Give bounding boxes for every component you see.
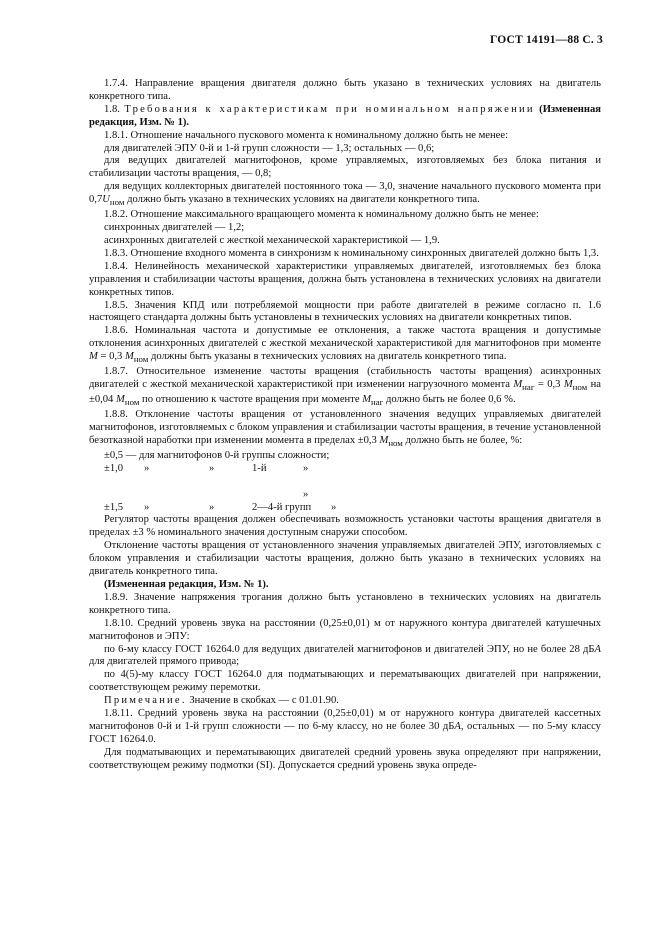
ditto-single: [303, 501, 337, 515]
document-body: [89, 78, 601, 773]
clause-1-8-1: 1.8.1. Отношение начального пускового момента к номинальному должно быть не менее:: [104, 129, 509, 141]
clause-1-8-4: 1.8.4. Нелинейность механической характеристики управляемых двигателей, изготовляемых без блока управления и стабилизации частоты вращения, должна быть установлена в технических условиях на двигатели конкретных типов.: [89, 260, 601, 298]
text-part: 1.8.8. Отклонение частоты вращения от установленного значения ведущих управляемых двигателей магнитофонов, изготовляемых с блоком управления и стабилизации частоты вращения, в течение установленной безотказной наработки при изменении момента в пределах ±0,3: [89, 409, 601, 446]
page-header: ГОСТ 14191—88 С. 3: [490, 34, 603, 46]
group-label: 1-й: [252, 462, 267, 474]
symbol-u: U: [102, 194, 110, 206]
symbol-m: M: [513, 379, 523, 391]
subscript-nag: наг: [371, 397, 384, 408]
ditto-mark: »: [331, 501, 337, 513]
group-label: 2—4-й групп: [252, 501, 312, 513]
symbol-m: M: [362, 394, 372, 406]
ditto-mark: »: [209, 462, 215, 474]
subscript-nom: ном: [572, 382, 588, 393]
clause-1-8-11: [89, 708, 601, 747]
section-title: Требования к характеристикам при номинальном напряжении: [124, 103, 535, 115]
ditto-mark: »: [303, 488, 309, 500]
clause-1-8-7: [89, 366, 601, 409]
note-label: Примечание.: [104, 695, 187, 707]
ditto-pair: [303, 463, 323, 502]
clause-1-8-1-item-1: для двигателей ЭПУ 0-й и 1-й групп сложности — 1,3; остальных — 0,6;: [104, 142, 435, 154]
section-number: 1.8.: [104, 103, 125, 115]
ditto-mark: »: [144, 501, 150, 513]
subscript-nom: ном: [133, 354, 149, 365]
note-text: Значение в скобках — с 01.01.90.: [186, 695, 339, 707]
section-1-8-heading: [89, 104, 601, 130]
tolerance-row-2: [89, 463, 601, 502]
text-part: 1.8.11. Средний уровень звука на расстоянии (0,25±0,01) м от наружного контура двигателей кассетных магнитофонов 0-й и 1-й групп сложности — по 6-му классу, но не более 30 дБ: [89, 708, 601, 732]
clause-1-8-3: 1.8.3. Отношение входного момента в синхронизм к номинальному синхронных двигателей должно быть 1,3.: [104, 247, 599, 259]
regulator-paragraph: Регулятор частоты вращения должен обеспечивать возможность установки частоты вращения двигателя в пределах ±3 % номинального значения доступным снаружи способом.: [89, 514, 601, 539]
ditto-mark: »: [209, 501, 215, 513]
clause-1-7-4: 1.7.4. Направление вращения двигателя должно быть указано в технических условиях на двигатель конкретного типа.: [89, 78, 601, 102]
clause-1-8-11-continuation: Для подматывающих и перематывающих двигателей средний уровень звука определяют при напряжении, соответствующем режиму подмотки (SI). Допускается средний уровень звука опреде-: [89, 746, 601, 771]
amendment-note: (Измененная редакция, Изм. № 1).: [104, 578, 269, 590]
clause-1-8-10: 1.8.10. Средний уровень звука на расстоянии (0,25±0,01) м от наружного контура двигателей катушечных магнитофонов и ЭПУ:: [89, 617, 601, 642]
clause-1-8-6: [89, 325, 601, 366]
text-part: по отношению к частоте вращения при моменте: [139, 394, 363, 406]
clause-1-8-1-item-2: для ведущих двигателей магнитофонов, кроме управляемых, изготовляемых без блока питания и стабилизации частоты вращения, — 0,8;: [89, 155, 601, 180]
subscript-nom: ном: [124, 397, 140, 408]
symbol-m: M: [89, 351, 98, 363]
subscript-nom: ном: [388, 438, 403, 449]
symbol-m: M: [116, 394, 125, 406]
clause-1-8-8: [89, 409, 601, 450]
text-part: = 0,3: [534, 379, 564, 391]
tolerance-row-1: ±0,5 — для магнитофонов 0-й группы сложности;: [104, 449, 330, 461]
text-part: 1.8.7. Относительное изменение частоты вращения (стабильность частоты вращения) асинхронных двигателей с жесткой механической характеристикой при изменении нагрузочного момента: [89, 366, 601, 391]
ditto-mark: »: [303, 462, 309, 474]
clause-1-8-5: 1.8.5. Значения КПД или потребляемой мощности при работе двигателей в режиме согласно п. 1.6 настоящего стандарта должны быть установлены в технических условиях на двигатели конкретных типов.: [89, 299, 601, 324]
text-part: должны быть указаны в технических условиях на двигатель конкретного типа.: [148, 351, 507, 363]
amendment-note: (Измененная редакция, Изм. № 1).: [89, 103, 602, 128]
symbol-m: M: [379, 434, 389, 446]
subscript-nag: наг: [522, 382, 535, 393]
tolerance-value: ±1,0: [104, 462, 124, 474]
text-part: должно быть не более, %:: [402, 434, 523, 446]
clause-1-8-10-item-1: [89, 644, 601, 670]
text-part: для ведущих коллекторных двигателей постоянного тока — 3,0, значение начального пускового момента при 0,7: [89, 181, 601, 206]
clause-1-8-1-item-3: [89, 181, 601, 209]
unit-a: А: [454, 720, 461, 732]
text-part: должно быть указано в технических условиях на двигатели конкретного типа.: [124, 194, 480, 206]
clause-1-8-9: 1.8.9. Значение напряжения трогания должно быть установлено в технических условиях на двигатель конкретного типа.: [89, 591, 601, 616]
unit-a: А: [594, 643, 601, 655]
text-part: на ±0,04: [89, 379, 601, 406]
text-part: , остальных — по 5-му классу ГОСТ 16264.0.: [89, 720, 601, 745]
text-part: для двигателей прямого привода;: [89, 656, 240, 668]
text-part: должно быть не более 0,6 %.: [383, 394, 516, 406]
epu-deviation-paragraph: Отклонение частоты вращения от установленного значения управляемых двигателей ЭПУ, изготовляемых с блоком управления и стабилизации частоты вращения, должно быть указано в технических условиях на двигатель конкретного типа.: [89, 540, 601, 578]
clause-1-8-2-item-2: асинхронных двигателей с жесткой механической характеристикой — 1,9.: [104, 234, 440, 246]
text-part: = 0,3: [97, 351, 125, 363]
symbol-m: M: [125, 351, 134, 363]
clause-1-8-10-item-2: по 4(5)-му классу ГОСТ 16264.0 для подматывающих и перематывающих двигателей при напряжении, соответствующем режиму перемотки.: [89, 669, 601, 694]
symbol-m: M: [563, 379, 573, 391]
tolerance-value: ±1,5: [104, 501, 124, 513]
tolerance-row-3: [89, 502, 601, 515]
clause-1-8-2: 1.8.2. Отношение максимального вращающего момента к номинальному должно быть не менее:: [104, 209, 539, 221]
text-part: по 6-му классу ГОСТ 16264.0 для ведущих двигателей магнитофонов и двигателей ЭПУ, но не более 28 дБ: [104, 643, 595, 655]
note: [89, 695, 601, 708]
ditto-mark: »: [144, 462, 150, 474]
subscript-nom: ном: [109, 197, 125, 208]
text-part: 1.8.6. Номинальная частота и допустимые ее отклонения, а также частота вращения и допустимые отклонения асинхронных двигателей с жесткой механической характеристикой для магнитофонов при моменте: [89, 325, 601, 350]
clause-1-8-2-item-1: синхронных двигателей — 1,2;: [104, 222, 245, 234]
